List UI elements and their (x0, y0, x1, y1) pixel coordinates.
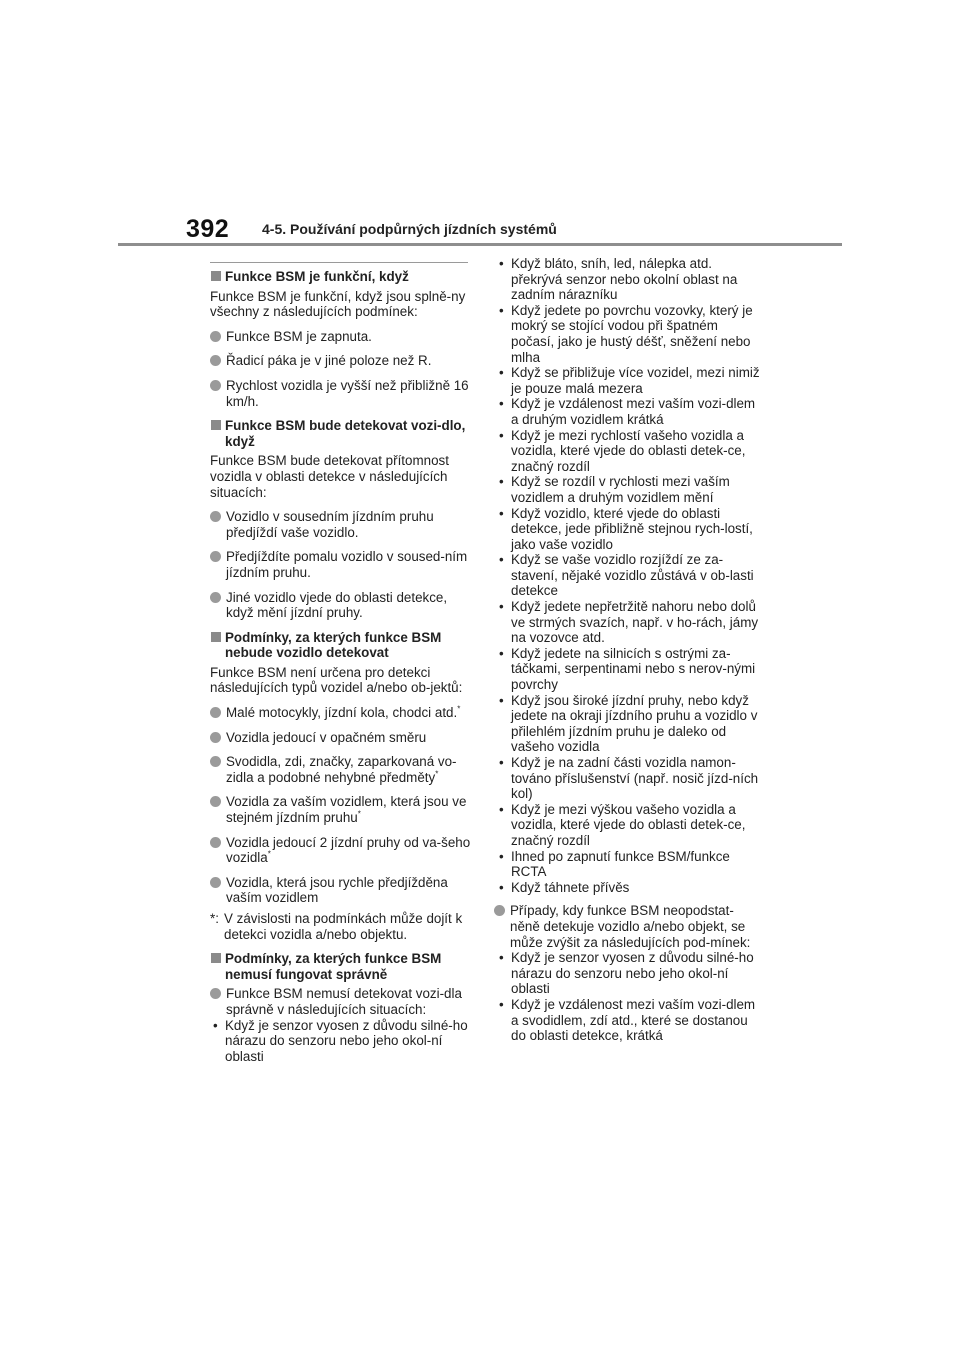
list-item: • Když se přibližuje více vozidel, mezi nimiž je pouze malá mezera (499, 365, 760, 396)
list-item: • Když jedete po povrchu vozovky, který je mokrý se stojící vodou při špatném počasí, jako je hustý déšť, sněžení nebo mlha (499, 302, 753, 365)
list-item: • Když je na zadní části vozidla namon-továno příslušenství (např. nosič jízd-ních kol) (499, 755, 759, 802)
bullet: • (499, 552, 504, 568)
list-item: Řadicí páka je v jiné poloze než R. (210, 353, 472, 369)
circle-bullet-icon (210, 756, 221, 767)
circle-bullet-icon (210, 551, 221, 562)
circle-bullet-icon (210, 732, 221, 743)
bullet: • (499, 692, 504, 708)
list-item: Vozidla jedoucí 2 jízdní pruhy od va-šeho vozidla* (210, 835, 472, 866)
square-bullet-icon (211, 632, 221, 642)
square-bullet-icon (211, 953, 221, 963)
circle-bullet-icon (210, 707, 221, 718)
circle-bullet-icon (210, 877, 221, 888)
list-item: Funkce BSM nemusí detekovat vozi-dla správně v následujících situacích: (210, 986, 472, 1017)
section-heading-not-detect: Podmínky, za kterých funkce BSM nebude vozidlo detekovat (210, 630, 472, 661)
list-item: • Když je mezi výškou vašeho vozidla a vozidla, které vjede do oblasti detek-ce, značný rozdíl (499, 801, 746, 848)
list-item: Předjíždíte pomalu vozidlo v soused-ním jízdním pruhu. (210, 549, 472, 580)
circle-bullet-icon (210, 331, 221, 342)
square-bullet-icon (211, 420, 221, 430)
bullet: • (499, 801, 504, 817)
bullet: • (499, 505, 504, 521)
footnote-asterisk: * (267, 849, 271, 859)
bullet: • (499, 396, 504, 412)
circle-bullet-icon (210, 592, 221, 603)
bullet: • (499, 365, 504, 381)
bullet: • (499, 755, 504, 770)
list-item: Případy, kdy funkce BSM neopodstat-něně detekuje vozidlo a/nebo objekt, se může zvýšit za následujících pod-mínek: (494, 903, 762, 950)
list-item: • Když je senzor vyosen z důvodu silné-ho nárazu do senzoru nebo jeho okol-ní oblasti (499, 950, 754, 997)
bullet: • (499, 848, 504, 864)
list-item: • Když jedete na silnicích s ostrými za-táčkami, serpentinami nebo s nerov-nými povrchy (499, 645, 756, 693)
list-item: • Když se vaše vozidlo rozjíždí ze za-stavení, nějaké vozidlo zůstává v ob-lasti detekce (499, 552, 754, 599)
bullet: • (499, 427, 504, 443)
bullet: • (213, 1017, 218, 1033)
section-heading-may-not-work: Podmínky, za kterých funkce BSM nemusí fungovat správně (210, 951, 472, 982)
list-item: • Když vozidlo, které vjede do oblasti detekce, jede přibližně stejnou rych-lostí, jako vaše vozidlo (499, 505, 753, 552)
circle-bullet-icon (210, 988, 221, 999)
footnote-asterisk: * (457, 704, 461, 714)
false-detection-list (494, 950, 762, 1044)
list-item: • Když bláto, sníh, led, nálepka atd. překrývá senzor nebo okolní oblast na zadním nárazníku (499, 256, 738, 303)
circle-bullet-icon (210, 380, 221, 391)
list-item: Rychlost vozidla je vyšší než přibližně 16 km/h. (210, 378, 472, 409)
bullet: • (499, 256, 504, 271)
list-item: • Když je vzdálenost mezi vaším vozi-dlem a druhým vozidlem krátká (499, 396, 756, 427)
left-column (210, 262, 472, 1064)
list-item: • Když jedete nepřetržitě nahoru nebo dolů ve strmých svazích, např. v ho-rách, jámy na vozovce atd. (499, 599, 759, 646)
list-item: Vozidla jedoucí v opačném směru (210, 730, 472, 746)
bullet: • (499, 599, 504, 615)
bullet: • (499, 474, 504, 490)
square-bullet-icon (211, 271, 221, 281)
conditions-list (494, 256, 762, 895)
list-item: Jiné vozidlo vjede do oblasti detekce, když mění jízdní pruhy. (210, 590, 472, 621)
list-item: Malé motocykly, jízdní kola, chodci atd.* (210, 705, 472, 721)
bullet: • (499, 950, 504, 966)
list-item: • Když je mezi rychlostí vašeho vozidla a vozidla, které vjede do oblasti detek-ce, značný rozdíl (499, 427, 746, 474)
page-number: 392 (186, 215, 230, 243)
list-item: Svodidla, zdi, značky, zaparkovaná vo-zidla a podobné nehybné předměty* (210, 754, 472, 785)
bullet: • (499, 302, 504, 318)
circle-bullet-icon (210, 511, 221, 522)
list-item: Funkce BSM je zapnuta. (210, 329, 472, 345)
chapter-title: 4-5. Používání podpůrných jízdních systémů (262, 221, 557, 237)
paragraph: Funkce BSM bude detekovat přítomnost vozidla v oblasti detekce v následujících situacích: (210, 453, 449, 500)
list-item: • Když se rozdíl v rychlosti mezi vaším vozidlem a druhým vozidlem mění (499, 474, 730, 505)
section-rule (210, 262, 468, 263)
circle-bullet-icon (494, 905, 505, 916)
header-rule (118, 243, 842, 246)
list-item: • Když jsou široké jízdní pruhy, nebo když jedete na okraji jízdního pruhu a vozidlo v přilehlém jízdním pruhu je daleko od vašeho vozidla (499, 692, 758, 755)
circle-bullet-icon (210, 837, 221, 848)
right-column (494, 256, 762, 1044)
circle-bullet-icon (210, 796, 221, 807)
list-item: • Když je vzdálenost mezi vaším vozi-dlem a svodidlem, zdí atd., které se dostanou do oblasti detekce, krátká (499, 996, 756, 1044)
circle-bullet-icon (210, 355, 221, 366)
section-heading-functional: Funkce BSM je funkční, když (210, 269, 472, 285)
section-heading-detects: Funkce BSM bude detekovat vozi-dlo, když (210, 418, 472, 449)
footnote: *: V závislosti na podmínkách může dojít k detekci vozidla a/nebo objektu. (210, 911, 463, 942)
list-item: • Ihned po zapnutí funkce BSM/funkce RCTA (499, 848, 730, 880)
paragraph: Funkce BSM je funkční, když jsou splně-ny všechny z následujících podmínek: (210, 288, 466, 320)
footnote-asterisk: * (357, 809, 361, 819)
bullet: • (499, 645, 504, 661)
list-item: • Když táhnete přívěs (499, 879, 630, 895)
list-item: Vozidla za vaším vozidlem, která jsou ve stejném jízdním pruhu* (210, 794, 472, 825)
paragraph: Funkce BSM není určena pro detekci následujících typů vozidel a/nebo ob-jektů: (210, 664, 463, 696)
footnote-mark: *: (210, 911, 219, 926)
list-item: Vozidlo v sousedním jízdním pruhu předjíždí vaše vozidlo. (210, 509, 472, 540)
footnote-asterisk: * (435, 769, 439, 779)
bullet: • (499, 879, 504, 895)
bullet: • (499, 996, 504, 1012)
sub-list-item: • Když je senzor vyosen z důvodu silné-ho nárazu do senzoru nebo jeho okol-ní oblasti (213, 1017, 468, 1064)
list-item: Vozidla, která jsou rychle předjížděna vaším vozidlem (210, 875, 472, 906)
